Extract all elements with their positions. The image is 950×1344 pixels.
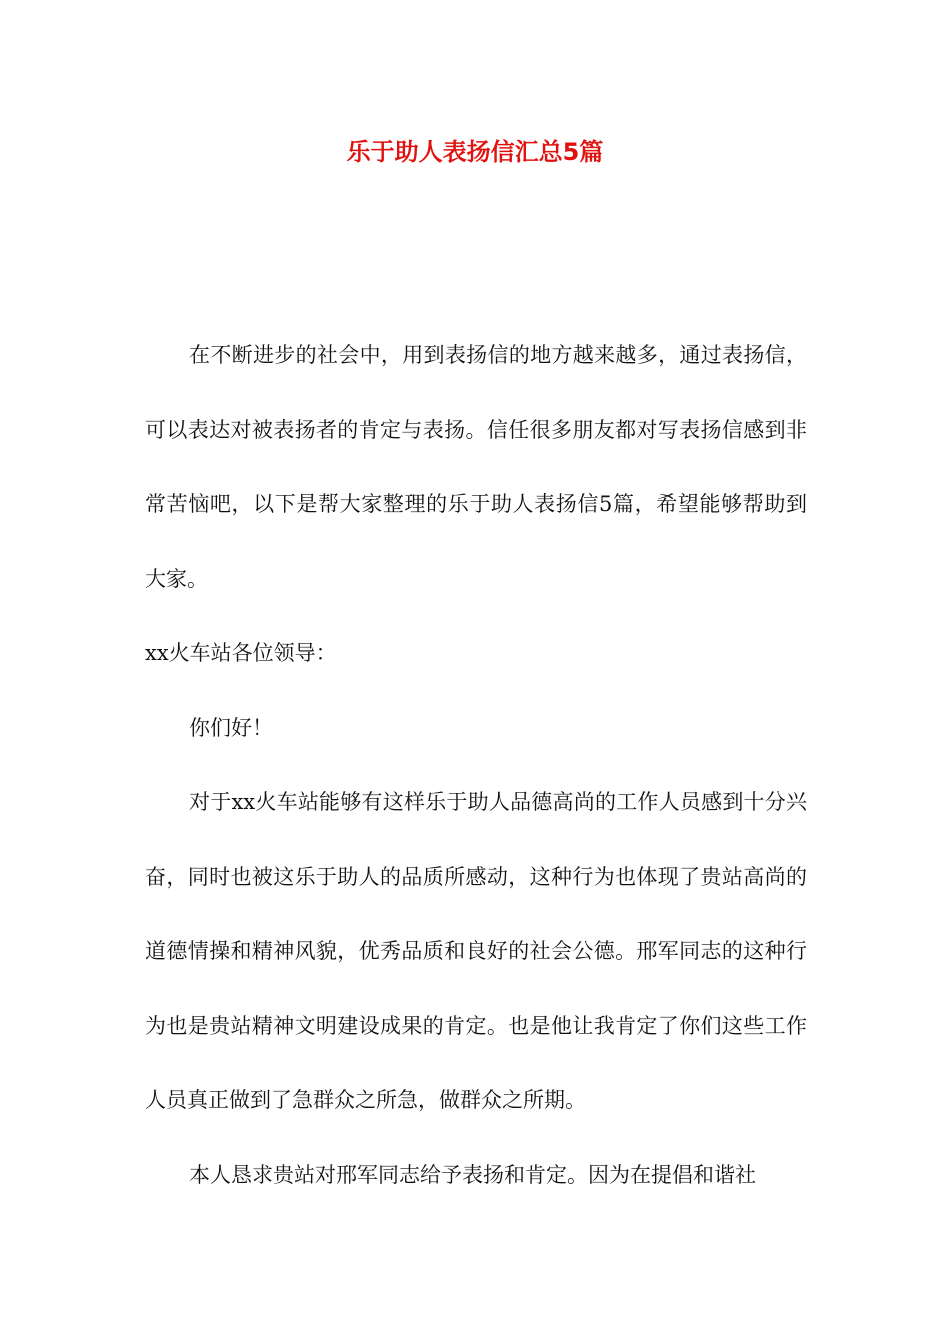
intro-paragraph: 在不断进步的社会中，用到表扬信的地方越来越多，通过表扬信，可以表达对被表扬者的肯定与表扬。信任很多朋友都对写表扬信感到非常苦恼吧，以下是帮大家整理的乐于助人表扬信5篇，希望能够帮助到大家。 (145, 343, 807, 591)
document-title: 乐于助人表扬信汇总5篇 (346, 138, 604, 166)
greeting: 你们好！ (189, 715, 273, 740)
salutation: xx火车站各位领导： (145, 641, 337, 665)
body-paragraph: 本人恳求贵站对邢军同志给予表扬和肯定。因为在提倡和谐社 (189, 1162, 756, 1187)
document-body (145, 318, 807, 1212)
body-paragraph: 对于xx火车站能够有这样乐于助人品德高尚的工作人员感到十分兴奋，同时也被这乐于助人的品质所感动，这种行为也体现了贵站高尚的道德情操和精神风貌，优秀品质和良好的社会公德。邢军同志的这种行为也是贵站精神文明建设成果的肯定。也是他让我肯定了你们这些工作人员真正做到了急群众之所急，做群众之所期。 (145, 790, 807, 1112)
